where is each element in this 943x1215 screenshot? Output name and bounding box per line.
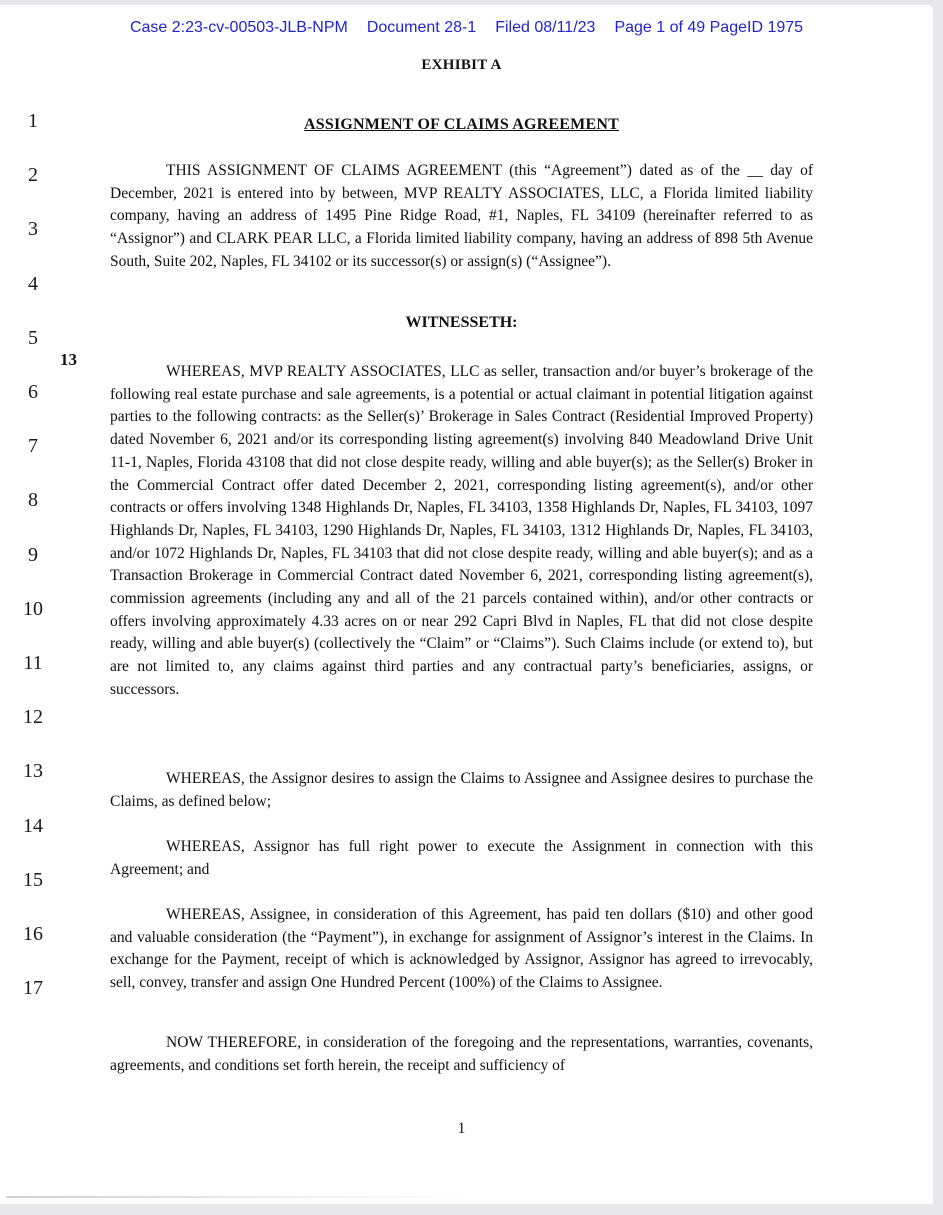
line-number: 2	[28, 164, 38, 186]
line-number: 6	[28, 381, 38, 403]
ecf-case-header	[0, 19, 933, 37]
paragraph-whereas-authority: WHEREAS, Assignor has full right power to execute the Assignment in connection with this Agreement; and	[110, 838, 813, 878]
line-number: 16	[23, 923, 43, 945]
line-number: 17	[23, 977, 43, 999]
page-id: Page 1 of 49 PageID 1975	[614, 19, 804, 36]
document-number: Document 28-1	[366, 19, 477, 36]
line-number: 11	[23, 652, 43, 674]
document-title: ASSIGNMENT OF CLAIMS AGREEMENT	[304, 116, 619, 133]
witnesseth-heading: WITNESSETH:	[405, 314, 518, 331]
line-number: 5	[28, 327, 38, 349]
paragraph-whereas-assign: WHEREAS, the Assignor desires to assign the Claims to Assignee and Assignee desires to purchase the Claims, as defined below;	[110, 770, 813, 810]
scan-artifact-line	[6, 1196, 480, 1198]
line-number: 14	[23, 815, 43, 837]
line-number: 8	[28, 489, 38, 511]
case-number: Case 2:23-cv-00503-JLB-NPM	[129, 19, 348, 36]
paragraph-whereas-payment: WHEREAS, Assignee, in consideration of this Agreement, has paid ten dollars ($10) and other good and valuable consideration (the “Payment”), in exchange for assignment of Assignor’s interest in the Claims. In exchange for the Payment, receipt of which is acknowledged by Assignor, Assignor has agreed to irrevocably, sell, convey, transfer and assign One Hundred Percent (100%) of the Claims to Assignee.	[110, 906, 813, 992]
line-number: 4	[28, 273, 38, 295]
margin-stamp-13: 13	[60, 350, 77, 369]
line-number: 10	[23, 598, 43, 620]
line-number: 12	[23, 706, 43, 728]
paragraph-now-therefore: NOW THEREFORE, in consideration of the foregoing and the representations, warranties, covenants, agreements, and conditions set forth herein, the receipt and sufficiency of	[110, 1034, 813, 1074]
paragraph-intro: THIS ASSIGNMENT OF CLAIMS AGREEMENT (this “Agreement”) dated as of the __ day of December, 2021 is entered into by between, MVP REALTY ASSOCIATES, LLC, a Florida limited liability company, having an address of 1495 Pine Ridge Road, #1, Naples, FL 34109 (hereinafter referred to as “Assignor”) and CLARK PEAR LLC, a Florida limited liability company, having an address of 898 5th Avenue South, Suite 202, Naples, FL 34102 or its successor(s) or assign(s) (“Assignee”).	[110, 162, 813, 270]
line-number: 9	[28, 544, 38, 566]
page-number: 1	[457, 1120, 466, 1137]
paragraph-whereas-claims: WHEREAS, MVP REALTY ASSOCIATES, LLC as seller, transaction and/or buyer’s brokerage of the following real estate purchase and sale agreements, is a potential or actual claimant in potential litigation against parties to the following contracts: as the Seller(s)’ Brokerage in Sales Contract (Residential Improved Property) dated November 6, 2021 and/or its corresponding listing agreement(s) involving 840 Meadowland Drive Unit 11-1, Naples, Florida 43108 that did not close despite ready, willing and able buyer(s); as the Seller(s) Broker in the Commercial Contract offer dated December 2, 2021, corresponding listing agreement(s), and/or other contracts or offers involving 1348 Highlands Dr, Naples, FL 34103, 1358 Highlands Dr, Naples, FL 34103, 1097 Highlands Dr, Naples, FL 34103, 1290 Highlands Dr, Naples, FL 34103, 1312 Highlands Dr, Naples, FL 34103, and/or 1072 Highlands Dr, Naples, FL 34103 that did not close despite ready, willing and able buyer(s); and as a Transaction Brokerage in Commercial Contract dated November 6, 2021, corresponding listing agreement(s), commission agreements (including any and all of the 21 parcels contained within), and/or other contracts or offers involving approximately 4.33 acres on or near 292 Capri Blvd in Naples, FL that did not close despite ready, willing and able buyer(s) (collectively the “Claim” or “Claims”). Such Claims include (or extend to), but are not limited to, any claims against third parties and any contractual party’s beneficiaries, assigns, or successors.	[110, 363, 813, 698]
line-number: 7	[28, 435, 38, 457]
line-number: 13	[23, 760, 43, 782]
line-number: 3	[28, 218, 38, 240]
line-number: 1	[28, 110, 38, 132]
exhibit-label: EXHIBIT A	[421, 57, 502, 73]
line-number: 15	[23, 869, 43, 891]
filed-date: Filed 08/11/23	[495, 19, 596, 36]
